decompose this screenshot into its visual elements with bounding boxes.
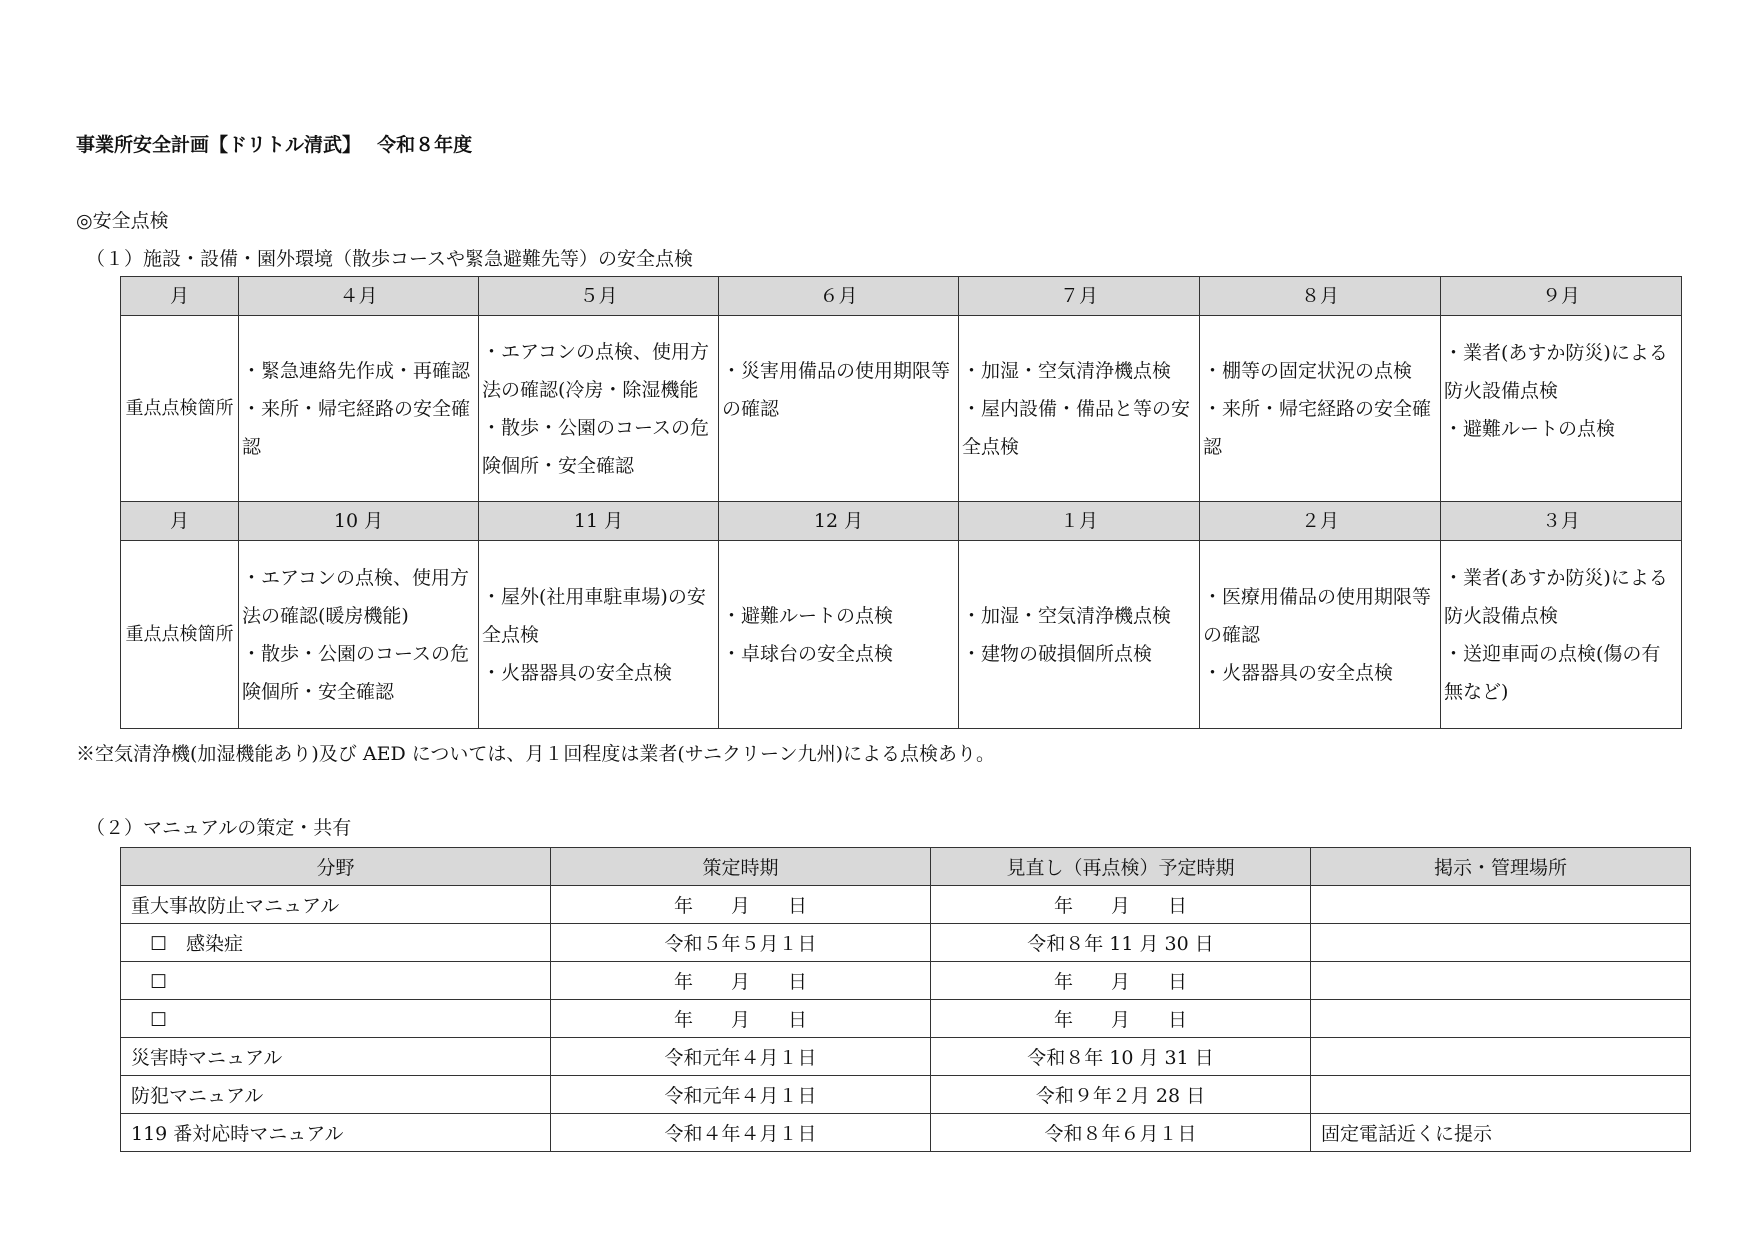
month-label: 月 [121, 502, 239, 541]
posting-location [1311, 886, 1691, 924]
inspection-item: ・エアコンの点検、使用方法の確認(暖房機能) [242, 566, 470, 627]
review-date: 令和９年２月 28 日 [931, 1076, 1311, 1114]
inspection-cell [479, 316, 719, 502]
posting-location [1311, 924, 1691, 962]
month-header: ３月 [1441, 502, 1682, 541]
inspection-item: ・加湿・空気清浄機点検 [962, 604, 1172, 627]
month-header: ６月 [719, 277, 959, 316]
month-header: ４月 [239, 277, 479, 316]
inspection-cell [719, 541, 959, 729]
inspection-row [121, 316, 1682, 502]
table-row [121, 1076, 1691, 1114]
column-header-location: 掲示・管理場所 [1311, 848, 1691, 886]
inspection-item: ・屋内設備・備品と等の安全点検 [962, 397, 1191, 458]
review-date: 令和８年 10 月 31 日 [931, 1038, 1311, 1076]
inspection-note: ※空気清浄機(加湿機能あり)及び AED については、月１回程度は業者(サニクリーン九州)による点検あり。 [76, 743, 996, 765]
subsection-heading-facility-check: （１）施設・設備・園外環境（散歩コースや緊急避難先等）の安全点検 [86, 248, 694, 270]
table-row [121, 1000, 1691, 1038]
row-label: 重点点検箇所 [121, 316, 239, 502]
created-date: 年 月 日 [551, 1000, 931, 1038]
month-header: ９月 [1441, 277, 1682, 316]
inspection-cell [1441, 316, 1682, 502]
inspection-cell [959, 541, 1200, 729]
posting-location: 固定電話近くに提示 [1311, 1114, 1691, 1152]
inspection-cell [1200, 541, 1441, 729]
manual-name: ☐ [121, 1000, 551, 1038]
column-header-field: 分野 [121, 848, 551, 886]
inspection-item: ・緊急連絡先作成・再確認 [242, 359, 471, 382]
created-date: 年 月 日 [551, 886, 931, 924]
table-row [121, 962, 1691, 1000]
subsection-heading-manuals: （２）マニュアルの策定・共有 [86, 817, 352, 839]
created-date: 令和元年４月１日 [551, 1076, 931, 1114]
column-header-review: 見直し（再点検）予定時期 [931, 848, 1311, 886]
table-row [121, 886, 1691, 924]
document-title: 事業所安全計画【ドリトル清武】 令和８年度 [76, 134, 473, 156]
inspection-item: ・散歩・公園のコースの危険個所・安全確認 [482, 416, 710, 477]
month-header: ５月 [479, 277, 719, 316]
review-date: 令和８年 11 月 30 日 [931, 924, 1311, 962]
month-header-row [121, 277, 1682, 316]
created-date: 年 月 日 [551, 962, 931, 1000]
inspection-cell [239, 541, 479, 729]
manual-name: 119 番対応時マニュアル [121, 1114, 551, 1152]
inspection-cell [1200, 316, 1441, 502]
inspection-item: ・医療用備品の使用期限等の確認 [1203, 585, 1432, 646]
inspection-item: ・避難ルートの点検 [1444, 418, 1616, 440]
inspection-row [121, 541, 1682, 729]
month-label: 月 [121, 277, 239, 316]
month-header: ２月 [1200, 502, 1441, 541]
inspection-cell [479, 541, 719, 729]
inspection-cell [959, 316, 1200, 502]
inspection-item: ・エアコンの点検、使用方法の確認(冷房・除湿機能 [482, 340, 710, 401]
inspection-item: ・来所・帰宅経路の安全確認 [1203, 397, 1432, 458]
review-date: 年 月 日 [931, 962, 1311, 1000]
review-date: 令和８年６月１日 [931, 1114, 1311, 1152]
inspection-item: ・散歩・公園のコースの危険個所・安全確認 [242, 642, 470, 703]
manual-name: ☐ 感染症 [121, 924, 551, 962]
posting-location [1311, 1076, 1691, 1114]
created-date: 令和５年５月１日 [551, 924, 931, 962]
row-label: 重点点検箇所 [121, 541, 239, 729]
created-date: 令和元年４月１日 [551, 1038, 931, 1076]
inspection-item: ・避難ルートの点検 [722, 604, 894, 627]
posting-location [1311, 962, 1691, 1000]
manual-name: 重大事故防止マニュアル [121, 886, 551, 924]
inspection-item: ・建物の破損個所点検 [962, 642, 1153, 665]
inspection-cell [719, 316, 959, 502]
month-header: １月 [959, 502, 1200, 541]
inspection-cell [1441, 541, 1682, 729]
inspection-schedule-table [120, 276, 1682, 729]
inspection-item: ・卓球台の安全点検 [722, 642, 894, 665]
manual-name: 災害時マニュアル [121, 1038, 551, 1076]
month-header: ７月 [959, 277, 1200, 316]
month-header: ８月 [1200, 277, 1441, 316]
table-row [121, 924, 1691, 962]
month-header-row [121, 502, 1682, 541]
inspection-item: ・災害用備品の使用期限等の確認 [722, 360, 951, 420]
manual-name: 防犯マニュアル [121, 1076, 551, 1114]
column-header-created: 策定時期 [551, 848, 931, 886]
inspection-item: ・来所・帰宅経路の安全確認 [242, 397, 471, 458]
inspection-item: ・送迎車両の点検(傷の有無など) [1444, 642, 1661, 703]
manual-table [120, 847, 1691, 1152]
inspection-cell [239, 316, 479, 502]
manual-header-row [121, 848, 1691, 886]
created-date: 令和４年４月１日 [551, 1114, 931, 1152]
posting-location [1311, 1038, 1691, 1076]
inspection-item: ・棚等の固定状況の点検 [1203, 359, 1413, 382]
month-header: 10 月 [239, 502, 479, 541]
manual-name: ☐ [121, 962, 551, 1000]
inspection-item: ・業者(あすか防災)による防火設備点検 [1444, 342, 1668, 402]
month-header: 12 月 [719, 502, 959, 541]
table-row [121, 1038, 1691, 1076]
inspection-item: ・加湿・空気清浄機点検 [962, 359, 1172, 382]
review-date: 年 月 日 [931, 1000, 1311, 1038]
inspection-item: ・業者(あすか防災)による防火設備点検 [1444, 566, 1668, 627]
posting-location [1311, 1000, 1691, 1038]
month-header: 11 月 [479, 502, 719, 541]
table-row [121, 1114, 1691, 1152]
section-heading-safety-check: ◎安全点検 [76, 210, 169, 232]
inspection-item: ・屋外(社用車駐車場)の安全点検 [482, 585, 706, 646]
inspection-item: ・火器器具の安全点検 [482, 661, 673, 684]
inspection-item: ・火器器具の安全点検 [1203, 661, 1394, 684]
review-date: 年 月 日 [931, 886, 1311, 924]
